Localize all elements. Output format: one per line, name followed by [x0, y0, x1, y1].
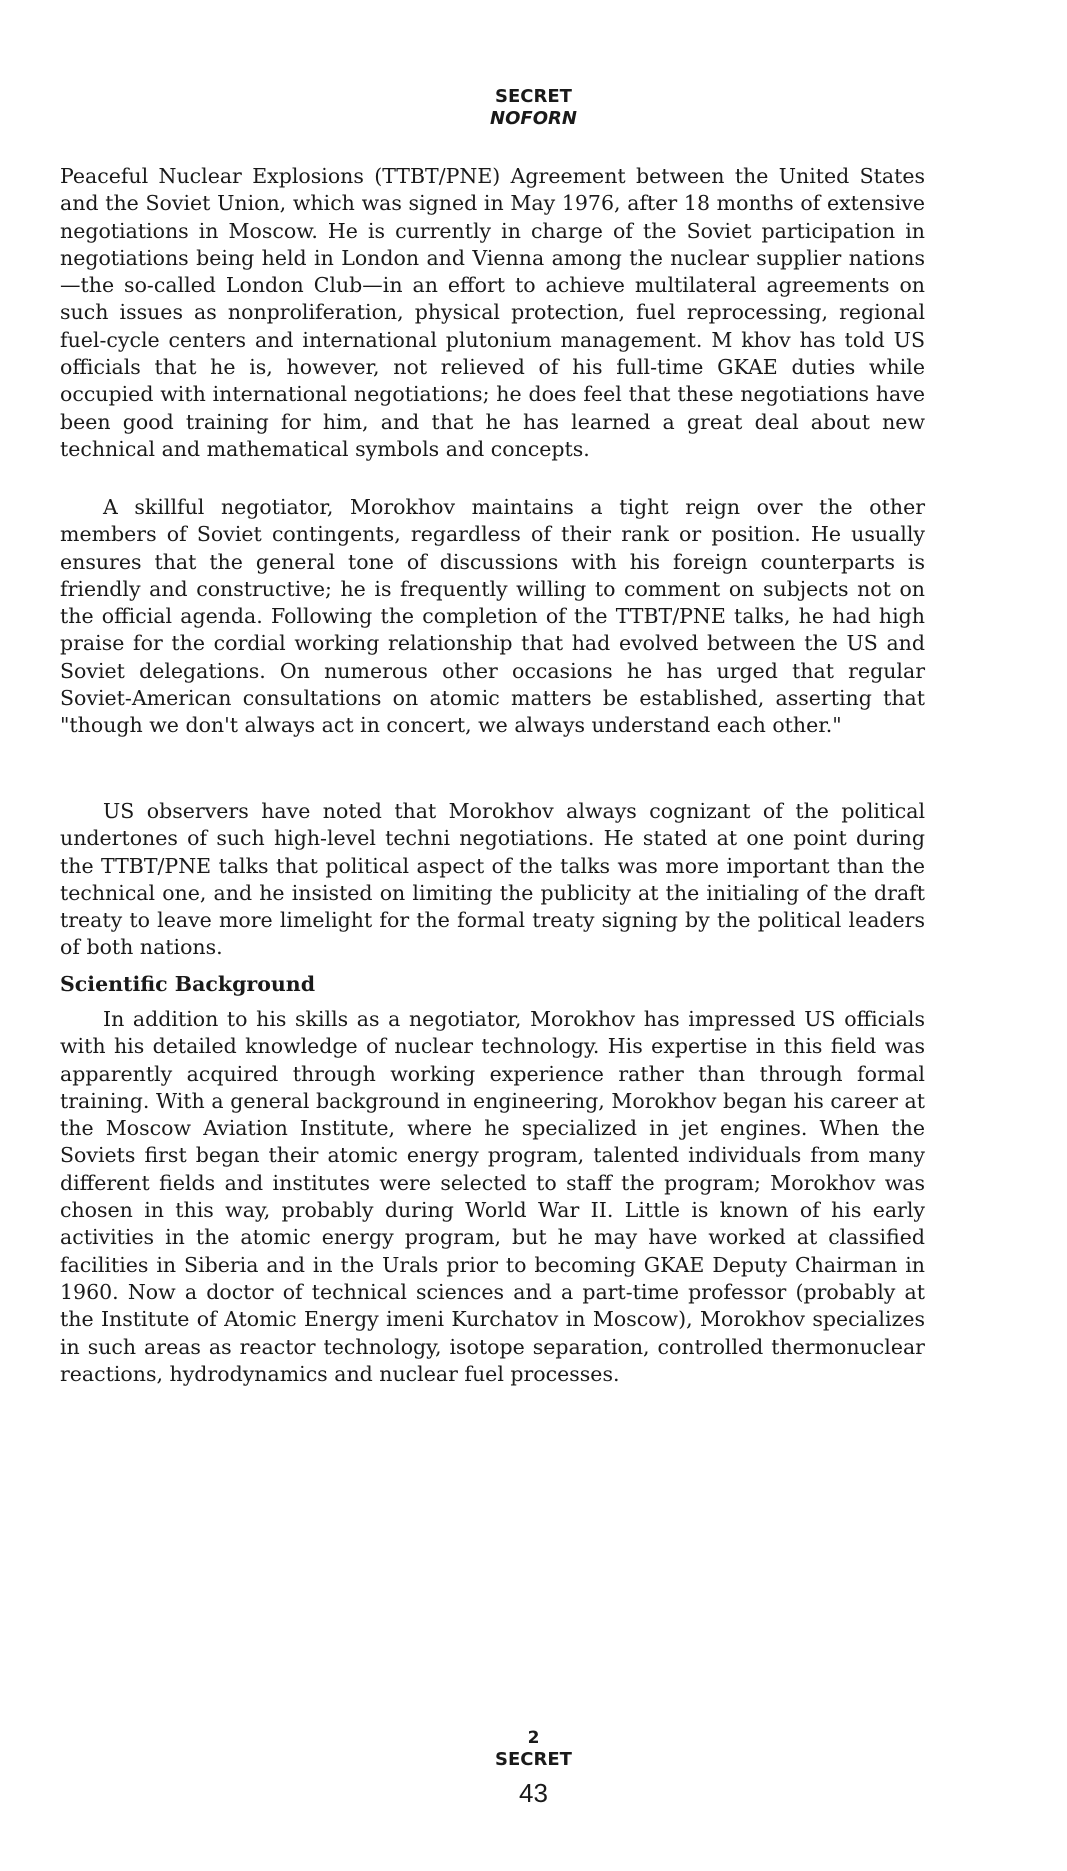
body-block-1: [60, 163, 925, 463]
paragraph-negotiator: A skillful negotiator, Morokhov maintains a tight reign over the other members of Soviet contingents, regardless of their rank or position. He usually ensures that the general tone of discussions with his foreign counterparts is friendly and constructive; he is frequently willing to comment on subjects not on the official agenda. Following the completion of the TTBT/PNE talks, he had high praise for the cordial working relationship that had evolved between the US and Soviet delegations. On numerous other occasions he has urged that regular Soviet-American consultations on atomic matters be established, asserting that "though we don't always act in concert, we always understand each other.": [60, 495, 925, 738]
paragraph-scientific-background: In addition to his skills as a negotiator, Morokhov has impressed US officials with his detailed knowledge of nuclear technology. His expertise in this field was apparently acquired through working experience rather than through formal training. With a general background in engineering, Morokhov began his career at the Moscow Aviation Institute, where he specialized in jet engines. When the Soviets first began their atomic energy program, talented individuals from many different fields and institutes were selected to staff the program; Morokhov was chosen in this way, probably during World War II. Little is known of his early activities in the atomic energy program, but he may have worked at classified facilities in Siberia and in the Urals prior to becoming GKAE Deputy Chairman in 1960. Now a doctor of technical sciences and a part-time professor (probably at the Institute of Atomic Energy imeni Kurchatov in Moscow), Morokhov specializes in such areas as reactor technology, isotope separation, controlled thermonuclear reactions, hydrodynamics and nuclear fuel processes.: [60, 1007, 925, 1386]
section-heading-scientific-background: Scientific Background: [60, 972, 316, 996]
paragraph-continuation: Peaceful Nuclear Explosions (TTBT/PNE) Agreement between the United States and the Soviet Union, which was signed in May 1976, after 18 months of extensive negotiations in Moscow. He is currently in charge of the Soviet participation in negotiations being held in London and Vienna among the nuclear supplier nations—the so-called London Club—in an effort to achieve multilateral agreements on such issues as nonproliferation, physical protection, fuel reprocessing, regional fuel-cycle centers and international plutonium management. M khov has told US officials that he is, however, not relieved of his full-time GKAE duties while occupied with international negotiations; he does feel that these negotiations have been good training for him, and that he has learned a great deal about new technical and mathematical symbols and concepts.: [60, 164, 925, 461]
page-number: 2: [527, 1728, 540, 1748]
page-footer: [0, 1727, 1067, 1809]
classification-noforn: NOFORN: [490, 108, 577, 129]
body-block-3: [60, 798, 925, 962]
classification-secret: SECRET: [495, 86, 572, 107]
classification-header: [0, 86, 1067, 130]
classification-footer: SECRET: [495, 1749, 572, 1770]
archive-page-number: 43: [519, 1778, 548, 1808]
body-block-2: [60, 494, 925, 740]
paragraph-political-undertones: US observers have noted that Morokhov always cognizant of the political undertones of such high-level techni negotiations. He stated at one point during the TTBT/PNE talks that political aspect of the talks was more important than the technical one, and he insisted on limiting the publicity at the initialing of the draft treaty to leave more limelight for the formal treaty signing by the political leaders of both nations.: [60, 799, 925, 960]
body-block-4: [60, 1006, 925, 1388]
